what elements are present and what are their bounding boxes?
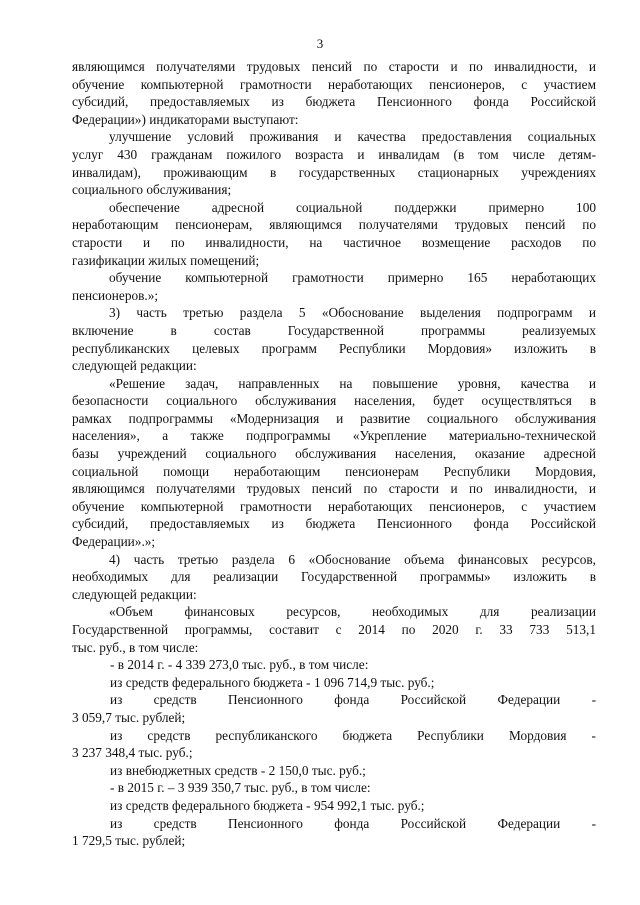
page-number: 3 (316, 36, 324, 51)
text-line: из средств Пенсионного фонда Российской Федерации - (110, 692, 596, 708)
text-line: неработающим пенсионерам, являющимся получателями трудовых пенсий по (72, 217, 596, 233)
text-line: из средств Пенсионного фонда Российской Федерации - (110, 815, 596, 831)
text-line: тыс. руб., в том числе: (72, 639, 199, 655)
text-line: обучение компьютерной грамотности неработающих пенсионеров, с участием (72, 498, 596, 514)
text-line: 3 237 348,4 тыс. руб.; (72, 745, 193, 761)
text-line: 1 729,5 тыс. рублей; (72, 833, 186, 849)
text-line: 3 059,7 тыс. рублей; (72, 709, 186, 725)
text-line: «Решение задач, направленных на повышение уровня, качества и (109, 375, 596, 391)
document-body (72, 58, 596, 850)
text-line: обучение компьютерной грамотности примерно 165 неработающих (109, 270, 596, 286)
text-line: социальной помощи неработающим пенсионерам Республики Мордовия, (72, 463, 596, 479)
text-line: инвалидам), проживающим в государственных стационарных учреждениях (72, 164, 596, 180)
text-line: Федерации».»; (72, 534, 156, 550)
text-line: социального обслуживания; (72, 182, 232, 198)
text-line: услуг 430 гражданам пожилого возраста и инвалидам (в том числе детям- (72, 146, 596, 162)
text-line: из внебюджетных средств - 2 150,0 тыс. руб.; (110, 762, 366, 778)
text-line: следующей редакции: (72, 586, 197, 602)
text-line: Федерации») индикаторами выступают: (72, 111, 299, 127)
text-line: необходимых для реализации Государственной программы» изложить в (72, 569, 596, 585)
text-line: являющимся получателями трудовых пенсий по старости и по инвалидности, и (72, 481, 596, 497)
text-line: обеспечение адресной социальной поддержки примерно 100 (109, 199, 596, 215)
text-line: включение в состав Государственной программы реализуемых (72, 322, 596, 338)
text-line: газификации жилых помещений; (72, 252, 260, 268)
text-line: субсидий, предоставляемых из бюджета Пенсионного фонда Российской (72, 94, 596, 110)
text-line: Государственной программы, составит с 2014 по 2020 г. 33 733 513,1 (72, 622, 596, 637)
text-line: обучение компьютерной грамотности неработающих пенсионеров, с участием (72, 76, 596, 92)
text-line: республиканских целевых программ Республики Мордовия» изложить в (72, 340, 596, 356)
text-line: субсидий, предоставляемых из бюджета Пенсионного фонда Российской (72, 516, 596, 532)
text-line: из средств федерального бюджета - 1 096 714,9 тыс. руб.; (110, 674, 435, 690)
text-line: старости и по инвалидности, на частичное возмещение расходов по (72, 234, 596, 250)
text-line: пенсионеров.»; (72, 287, 159, 303)
text-line: базы учреждений социального обслуживания населения, оказание адресной (72, 446, 596, 462)
text-line: из средств республиканского бюджета Республики Мордовия - (110, 727, 596, 743)
text-line: 3) часть третью раздела 5 «Обоснование выделения подпрограмм и (109, 305, 596, 321)
text-line: следующей редакции: (72, 358, 197, 374)
text-line: являющимся получателями трудовых пенсий по старости и по инвалидности, и (72, 59, 596, 74)
text-line: из средств федерального бюджета - 954 992,1 тыс. руб.; (110, 797, 425, 813)
text-line: улучшение условий проживания и качества предоставления социальных (109, 129, 596, 145)
text-line: безопасности социального обслуживания населения, будет осуществляться в (72, 393, 596, 409)
text-line: «Объем финансовых ресурсов, необходимых для реализации (109, 604, 596, 620)
text-line: рамках подпрограммы «Модернизация и развитие социального обслуживания (72, 410, 596, 426)
text-line: - в 2014 г. - 4 339 273,0 тыс. руб., в том числе: (110, 657, 369, 673)
text-line: 4) часть третью раздела 6 «Обоснование объема финансовых ресурсов, (109, 551, 596, 567)
text-line: - в 2015 г. – 3 939 350,7 тыс. руб., в том числе: (110, 780, 371, 796)
text-line: населения», а также подпрограммы «Укрепление материально-технической (72, 428, 596, 444)
